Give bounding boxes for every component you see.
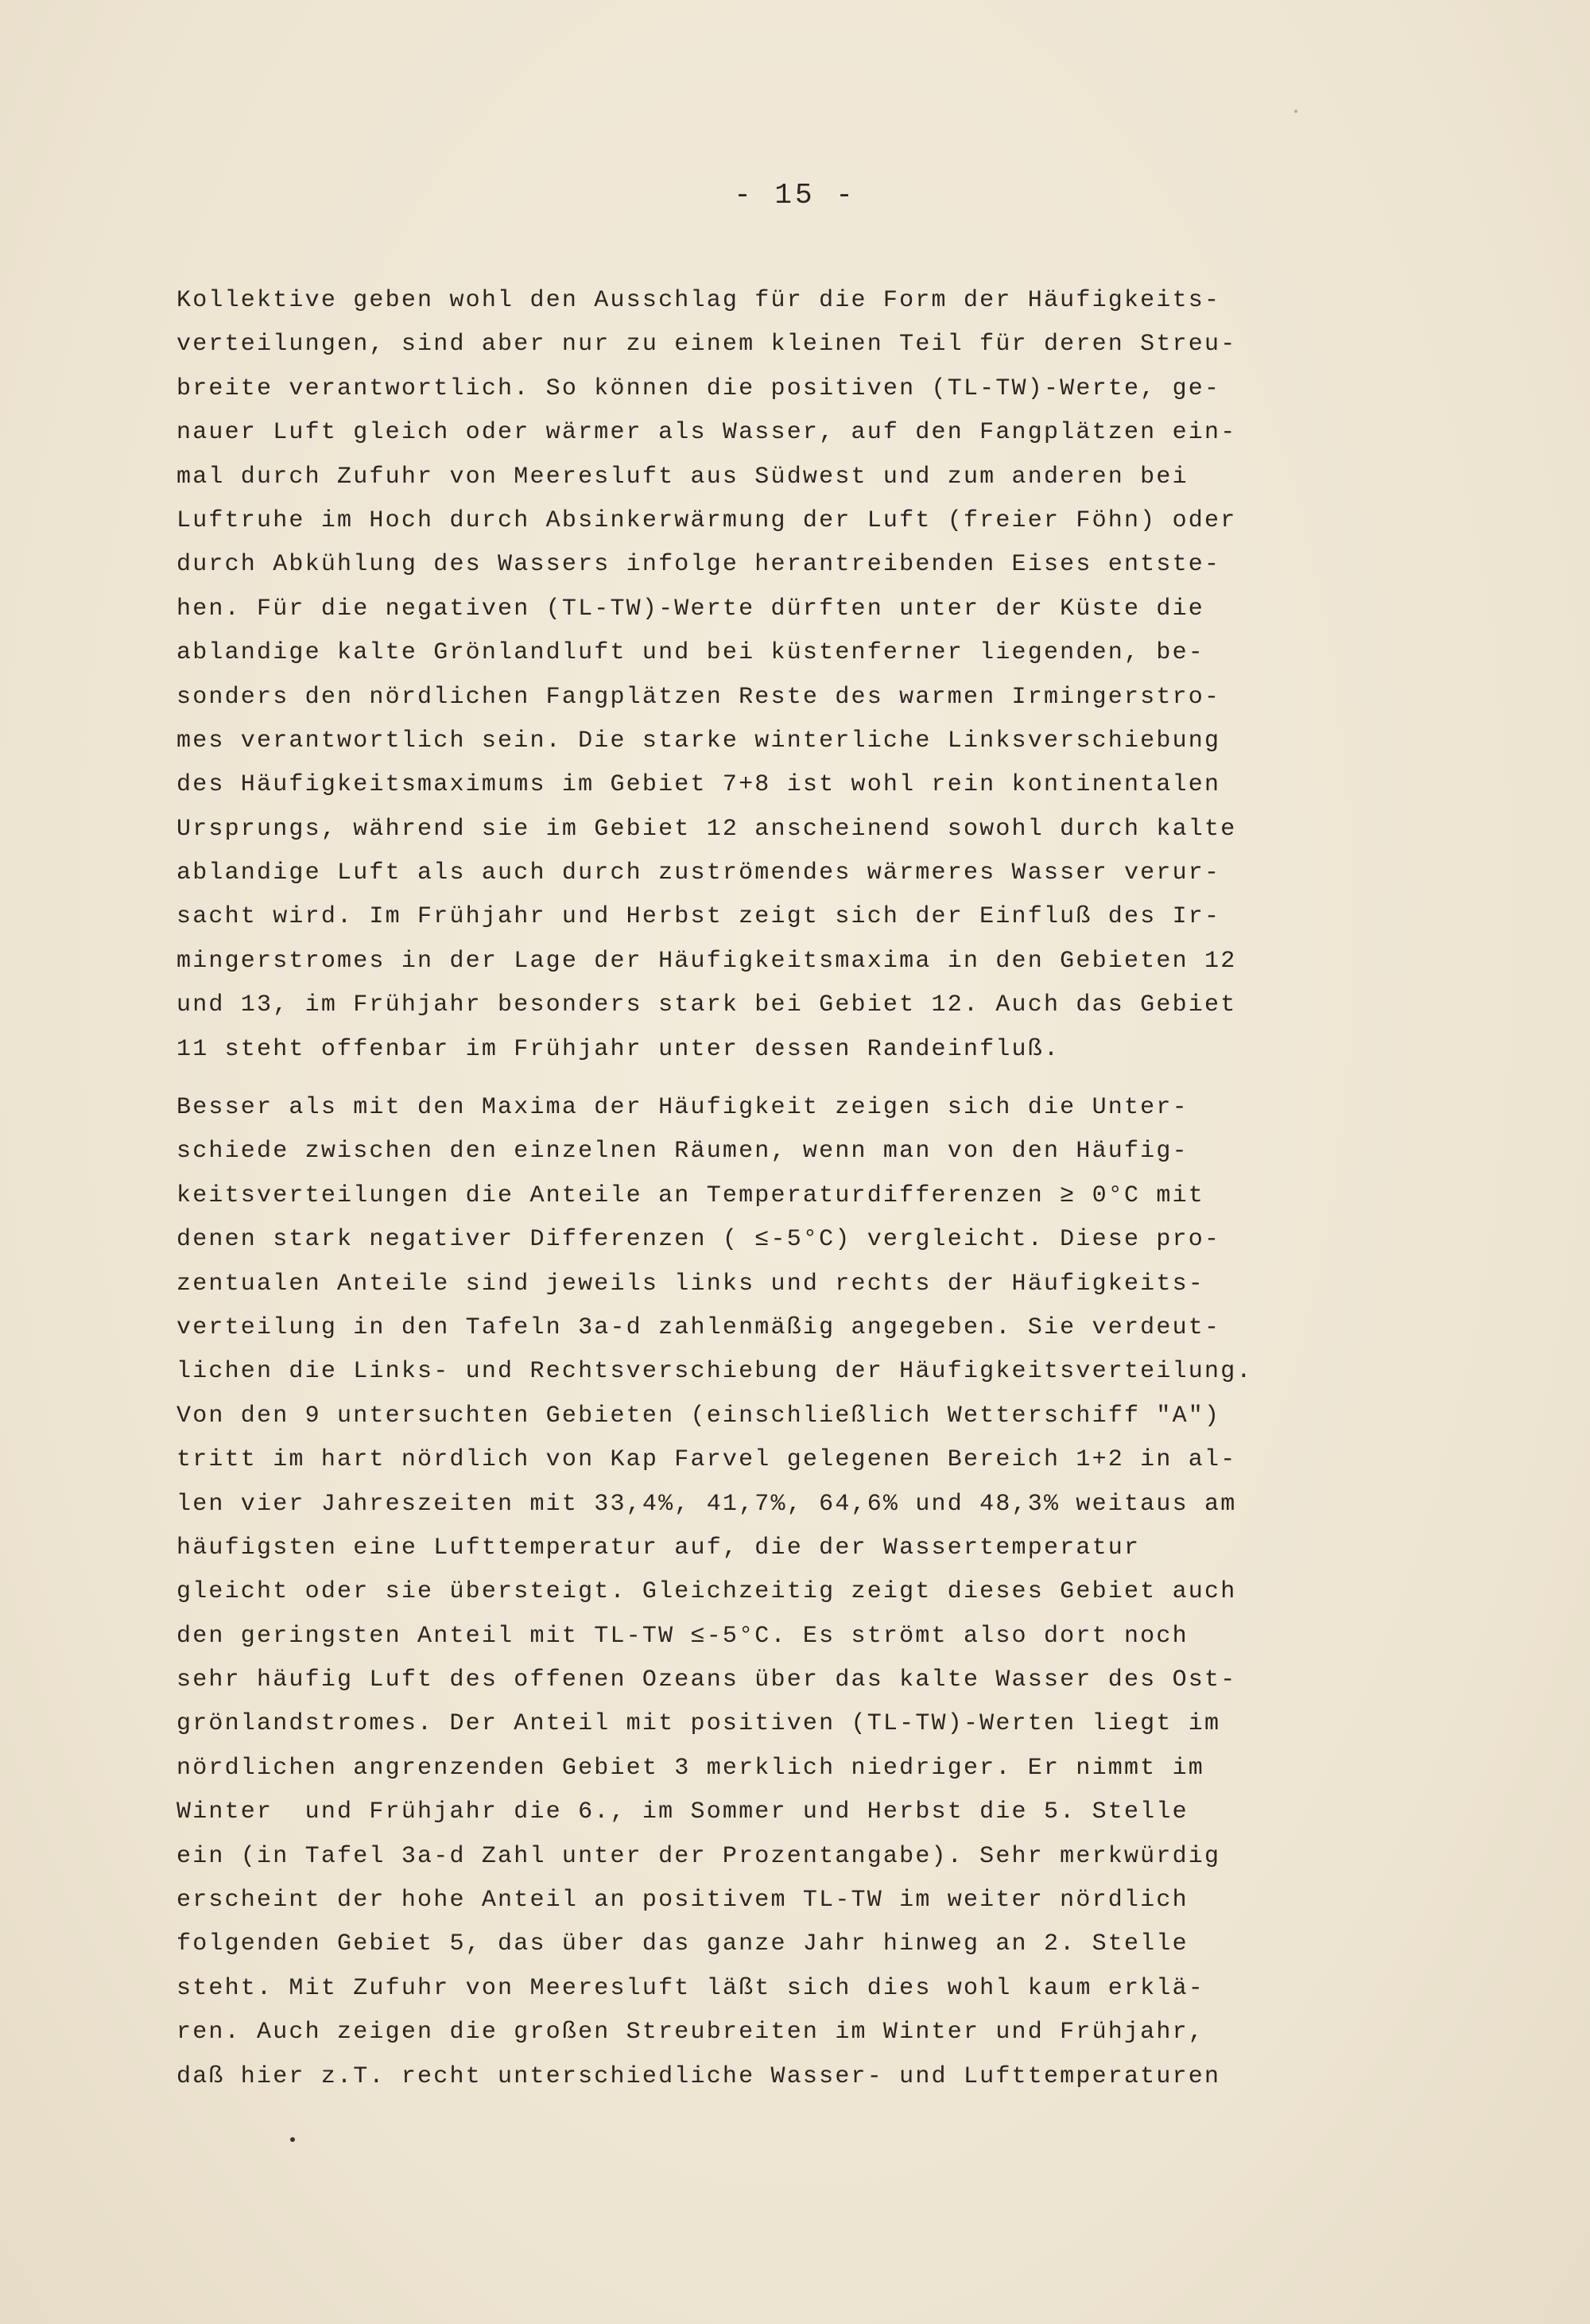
text-line: ein (in Tafel 3a-d Zahl unter der Prozentangabe). Sehr merkwürdig bbox=[176, 1842, 1221, 1870]
paragraph-2 bbox=[176, 1086, 1369, 2099]
text-line: ablandige Luft als auch durch zuströmendes wärmeres Wasser verur- bbox=[176, 859, 1221, 887]
text-line: schiede zwischen den einzelnen Räumen, wenn man von den Häufig- bbox=[176, 1138, 1189, 1166]
text-line: lichen die Links- und Rechtsverschiebung der Häufigkeitsverteilung. bbox=[176, 1358, 1253, 1386]
text-line: sehr häufig Luft des offenen Ozeans über das kalte Wasser des Ost- bbox=[176, 1666, 1237, 1694]
text-line: Besser als mit den Maxima der Häufigkeit zeigen sich die Unter- bbox=[176, 1094, 1189, 1121]
page-number: - 15 - bbox=[734, 179, 856, 211]
text-line: des Häufigkeitsmaximums im Gebiet 7+8 ist wohl rein kontinentalen bbox=[176, 771, 1221, 799]
text-line: tritt im hart nördlich von Kap Farvel gelegenen Bereich 1+2 in al- bbox=[176, 1446, 1237, 1474]
text-line: nördlichen angrenzenden Gebiet 3 merklich niedriger. Er nimmt im bbox=[176, 1754, 1204, 1782]
text-line: verteilungen, sind aber nur zu einem kleinen Teil für deren Streu- bbox=[176, 331, 1237, 359]
text-line: mal durch Zufuhr von Meeresluft aus Südwest und zum anderen bei bbox=[176, 463, 1189, 491]
text-line: hen. Für die negativen (TL-TW)-Werte dürften unter der Küste die bbox=[176, 595, 1204, 623]
text-line: häufigsten eine Lufttemperatur auf, die der Wassertemperatur bbox=[176, 1534, 1141, 1562]
text-line: Luftruhe im Hoch durch Absinkerwärmung der Luft (freier Föhn) oder bbox=[176, 506, 1237, 534]
text-line: folgenden Gebiet 5, das über das ganze Jahr hinweg an 2. Stelle bbox=[176, 1930, 1189, 1958]
text-line: denen stark negativer Differenzen ( ≤-5°C) vergleicht. Diese pro- bbox=[176, 1226, 1221, 1254]
text-line: Winter und Frühjahr die 6., im Sommer und Herbst die 5. Stelle bbox=[176, 1798, 1189, 1826]
text-line: ren. Auch zeigen die großen Streubreiten im Winter und Frühjahr, bbox=[176, 2019, 1204, 2047]
text-line: steht. Mit Zufuhr von Meeresluft läßt sich dies wohl kaum erklä- bbox=[176, 1974, 1204, 2002]
text-line: Kollektive geben wohl den Ausschlag für die Form der Häufigkeits- bbox=[176, 287, 1221, 314]
text-line: 11 steht offenbar im Frühjahr unter dessen Randeinfluß. bbox=[176, 1035, 1061, 1063]
text-line: sacht wird. Im Frühjahr und Herbst zeigt sich der Einfluß des Ir- bbox=[176, 903, 1221, 931]
text-line: durch Abkühlung des Wassers infolge herantreibenden Eises entste- bbox=[176, 551, 1221, 579]
text-line: nauer Luft gleich oder wärmer als Wasser, auf den Fangplätzen ein- bbox=[176, 419, 1237, 447]
text-line: mingerstromes in der Lage der Häufigkeitsmaxima in den Gebieten 12 bbox=[176, 947, 1237, 975]
text-line: zentualen Anteile sind jeweils links und rechts der Häufigkeits- bbox=[176, 1270, 1204, 1298]
text-line: Ursprungs, während sie im Gebiet 12 anscheinend sowohl durch kalte bbox=[176, 815, 1237, 843]
text-line: gleicht oder sie übersteigt. Gleichzeitig zeigt dieses Gebiet auch bbox=[176, 1578, 1237, 1606]
text-line: keitsverteilungen die Anteile an Temperaturdifferenzen ≥ 0°C mit bbox=[176, 1181, 1204, 1209]
paper-speck bbox=[1294, 110, 1297, 113]
text-line: verteilung in den Tafeln 3a-d zahlenmäßig angegeben. Sie verdeut- bbox=[176, 1313, 1221, 1341]
text-line: Von den 9 untersuchten Gebieten (einschließlich Wetterschiff "A") bbox=[176, 1402, 1221, 1430]
text-line: breite verantwortlich. So können die positiven (TL-TW)-Werte, ge- bbox=[176, 374, 1221, 402]
paragraph-1 bbox=[176, 279, 1369, 1072]
text-line: erscheint der hohe Anteil an positivem TL-TW im weiter nördlich bbox=[176, 1887, 1189, 1915]
text-line: mes verantwortlich sein. Die starke winterliche Linksverschiebung bbox=[176, 727, 1221, 755]
text-line: ablandige kalte Grönlandluft und bei küstenferner liegenden, be- bbox=[176, 639, 1204, 667]
text-line: sonders den nördlichen Fangplätzen Reste des warmen Irmingerstro- bbox=[176, 683, 1221, 711]
text-line: daß hier z.T. recht unterschiedliche Wasser- und Lufttemperaturen bbox=[176, 2062, 1221, 2090]
stray-mark bbox=[290, 2137, 295, 2142]
text-line: grönlandstromes. Der Anteil mit positiven (TL-TW)-Werten liegt im bbox=[176, 1710, 1221, 1738]
text-line: den geringsten Anteil mit TL-TW ≤-5°C. Es strömt also dort noch bbox=[176, 1622, 1189, 1650]
text-line: len vier Jahreszeiten mit 33,4%, 41,7%, 64,6% und 48,3% weitaus am bbox=[176, 1490, 1237, 1518]
text-line: und 13, im Frühjahr besonders stark bei Gebiet 12. Auch das Gebiet bbox=[176, 991, 1237, 1019]
